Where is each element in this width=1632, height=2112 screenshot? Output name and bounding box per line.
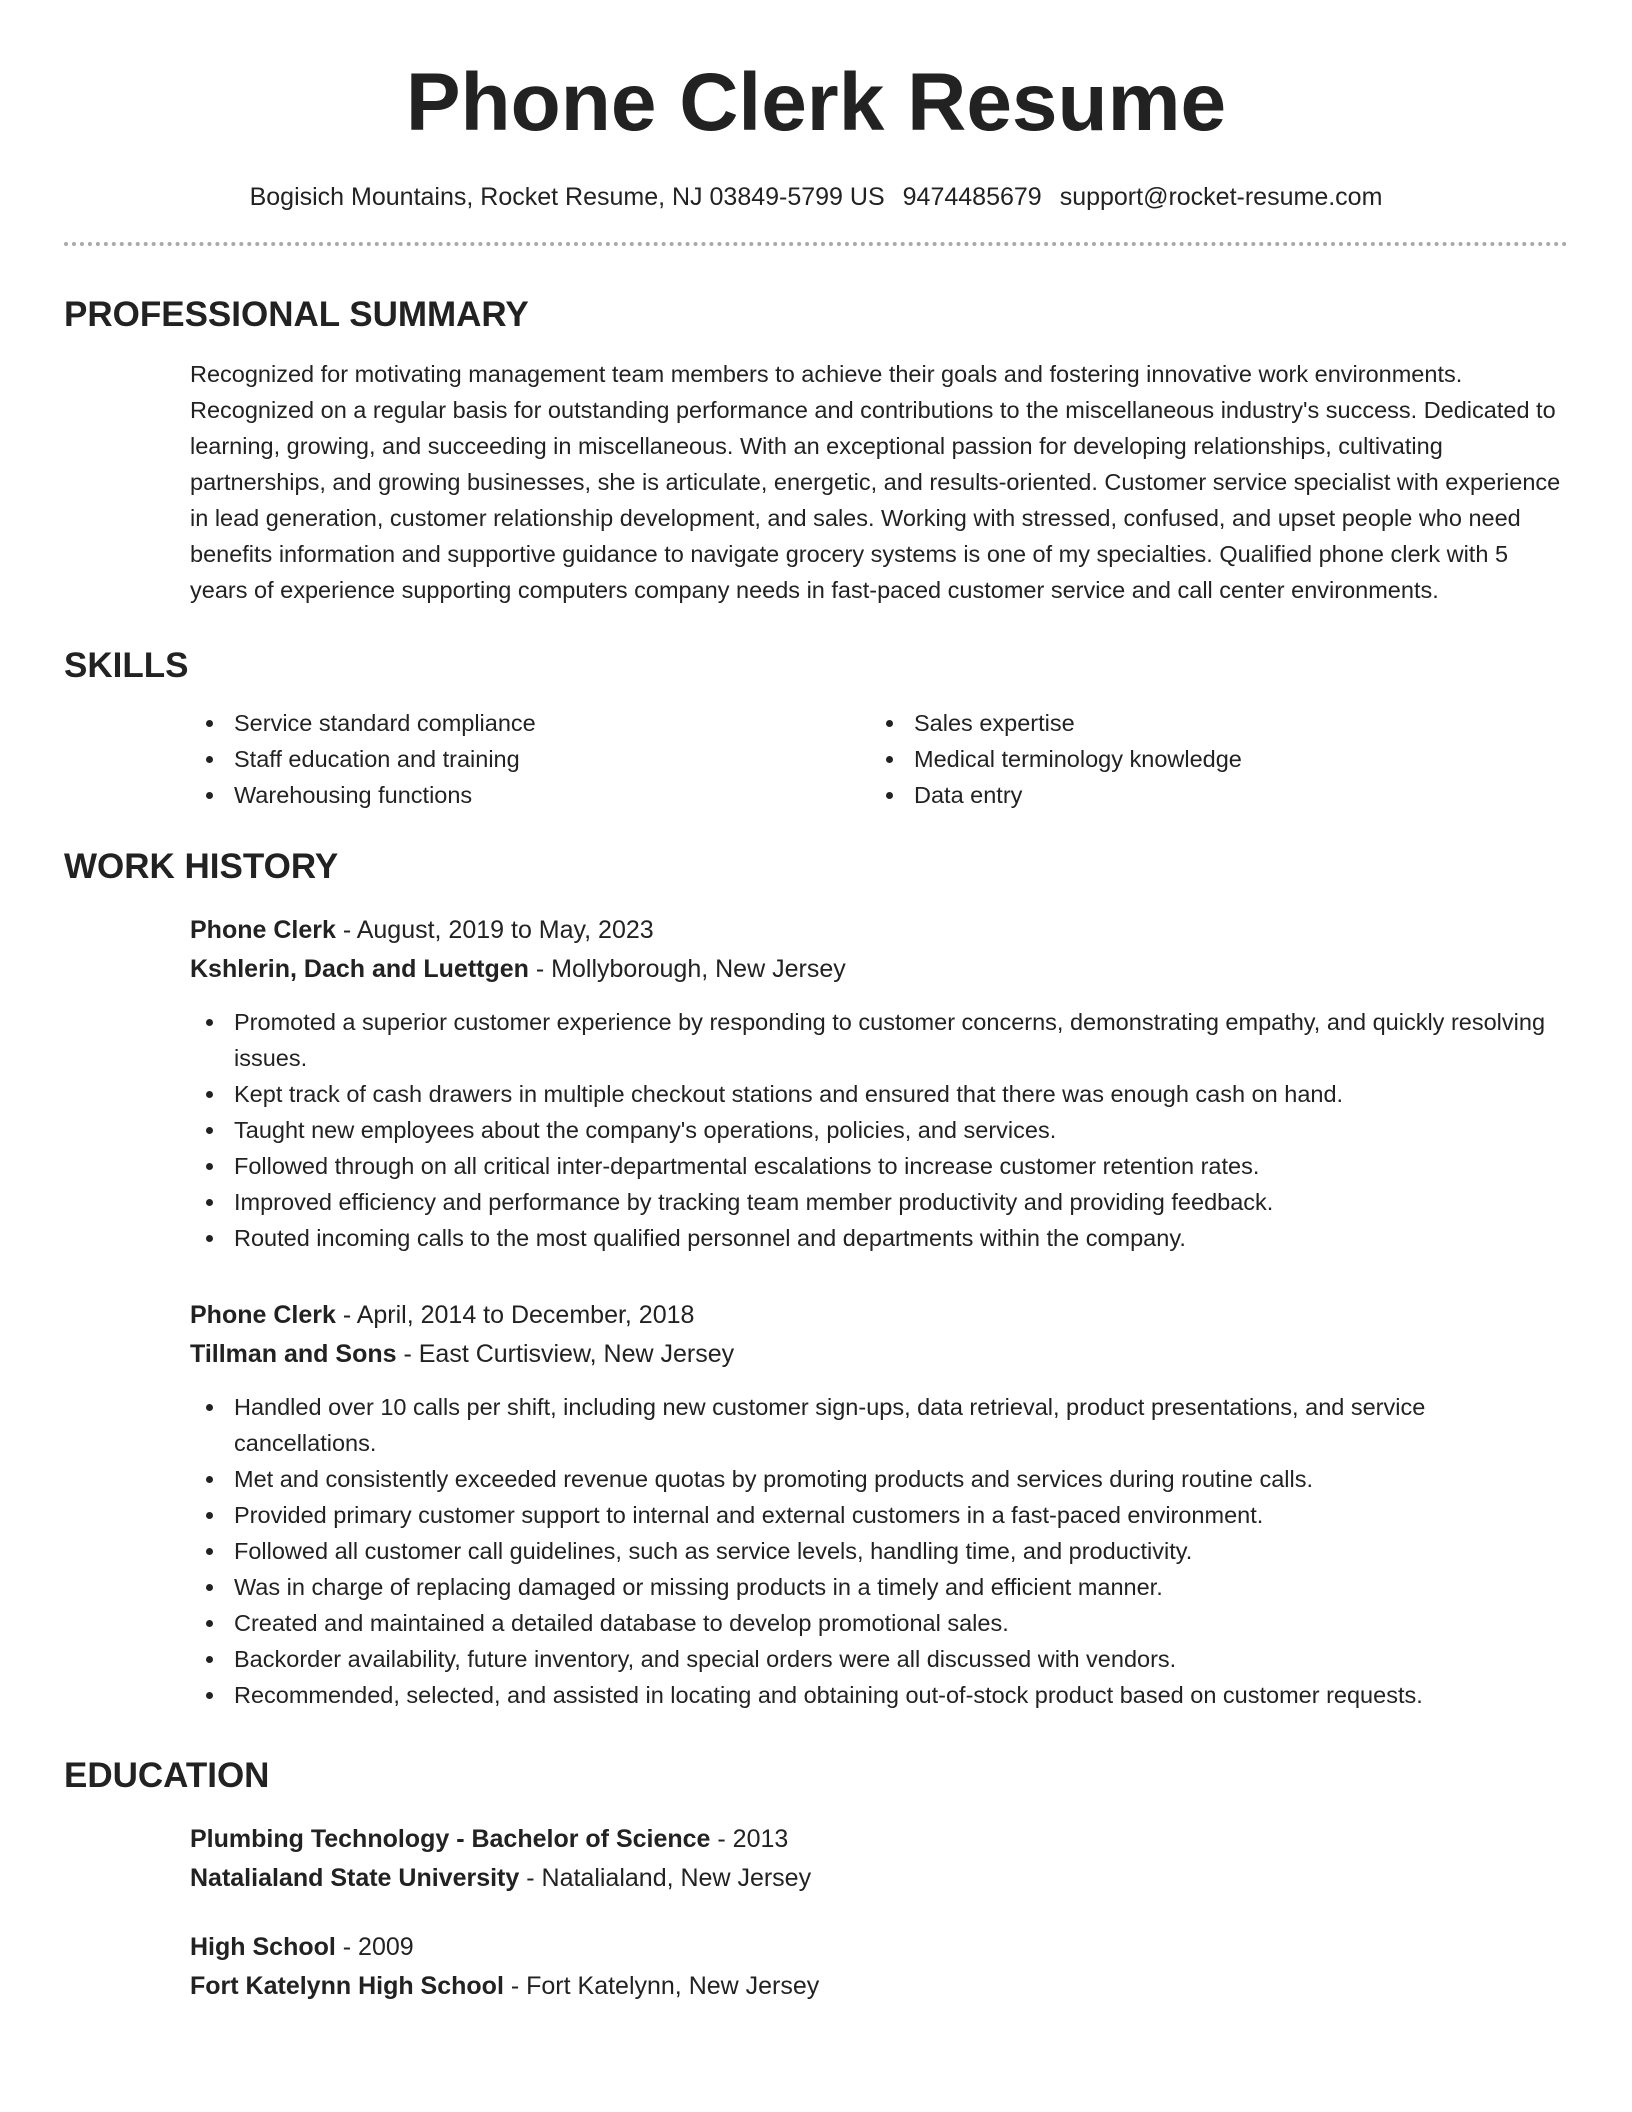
school: Natalialand State University bbox=[190, 1864, 520, 1892]
school-location: - Fort Katelynn, New Jersey bbox=[503, 1972, 820, 2000]
job-location: - Mollyborough, New Jersey bbox=[528, 955, 846, 983]
job-duties bbox=[190, 1389, 1568, 1713]
job-role: Phone Clerk bbox=[190, 916, 336, 944]
skill-item: Staff education and training bbox=[190, 741, 870, 777]
degree-line bbox=[190, 1820, 1568, 1859]
duty-item: Backorder availability, future inventory, and special orders were all discussed with vendors. bbox=[190, 1641, 1568, 1677]
duty-item: Met and consistently exceeded revenue quotas by promoting products and services during routine calls. bbox=[190, 1461, 1568, 1497]
duty-item: Improved efficiency and performance by tracking team member productivity and providing feedback. bbox=[190, 1184, 1568, 1220]
job-company: Tillman and Sons bbox=[190, 1340, 397, 1368]
job-company-line bbox=[190, 1335, 1568, 1374]
skill-item: Warehousing functions bbox=[190, 777, 870, 813]
skills-column-right bbox=[870, 705, 1550, 813]
degree: High School bbox=[190, 1933, 336, 1961]
duty-item: Taught new employees about the company's operations, policies, and services. bbox=[190, 1112, 1568, 1148]
school-line bbox=[190, 1859, 1568, 1898]
contact-phone: 9474485679 bbox=[902, 183, 1042, 211]
skills-column-left bbox=[190, 705, 870, 813]
job-title-line bbox=[190, 1296, 1568, 1335]
skills-heading: SKILLS bbox=[64, 646, 189, 685]
school: Fort Katelynn High School bbox=[190, 1972, 504, 2000]
job-dates: - April, 2014 to December, 2018 bbox=[335, 1301, 695, 1329]
work-history-heading: WORK HISTORY bbox=[64, 847, 339, 886]
duty-item: Promoted a superior customer experience by responding to customer concerns, demonstrating empathy, and quickly resolving issues. bbox=[190, 1004, 1568, 1076]
duty-item: Routed incoming calls to the most qualified personnel and departments within the company. bbox=[190, 1220, 1568, 1256]
resume-title: Phone Clerk Resume bbox=[405, 57, 1227, 148]
job-dates: - August, 2019 to May, 2023 bbox=[335, 916, 654, 944]
job-entry-2 bbox=[64, 1296, 1568, 1713]
summary-text: Recognized for motivating management team members to achieve their goals and fostering innovative work environments. Recognized on a regular basis for outstanding performance and contributions to the miscellaneous industry's success. Dedicated to learning, growing, and succeeding in miscellaneous. With an exceptional passion for developing relationships, cultivating partnerships, and growing businesses, she is articulate, energetic, and results-oriented. Customer service specialist with experience in lead generation, customer relationship development, and sales. Working with stressed, confused, and upset people who need benefits information and supportive guidance to navigate grocery systems is one of my specialties. Qualified phone clerk with 5 years of experience supporting computers company needs in fast-paced customer service and call center environments. bbox=[190, 361, 1561, 603]
job-location: - East Curtisview, New Jersey bbox=[396, 1340, 735, 1368]
summary-heading: PROFESSIONAL SUMMARY bbox=[64, 295, 529, 334]
job-company: Kshlerin, Dach and Luettgen bbox=[190, 955, 529, 983]
skill-item: Sales expertise bbox=[870, 705, 1550, 741]
duty-item: Followed through on all critical inter-departmental escalations to increase customer retention rates. bbox=[190, 1148, 1568, 1184]
education-entry-2 bbox=[64, 1928, 1568, 2006]
duty-item: Followed all customer call guidelines, such as service levels, handling time, and productivity. bbox=[190, 1533, 1568, 1569]
degree-year: - 2009 bbox=[335, 1933, 414, 1961]
degree-line bbox=[190, 1928, 1568, 1967]
contact-email: support@rocket-resume.com bbox=[1059, 183, 1383, 211]
duty-item: Handled over 10 calls per shift, including new customer sign-ups, data retrieval, product presentations, and service cancellations. bbox=[190, 1389, 1568, 1461]
duty-item: Kept track of cash drawers in multiple checkout stations and ensured that there was enough cash on hand. bbox=[190, 1076, 1568, 1112]
job-title-line bbox=[190, 911, 1568, 950]
skills-list bbox=[64, 705, 1568, 813]
duty-item: Was in charge of replacing damaged or missing products in a timely and efficient manner. bbox=[190, 1569, 1568, 1605]
education-heading: EDUCATION bbox=[64, 1756, 270, 1795]
contact-address: Bogisich Mountains, Rocket Resume, NJ 03849-5799 US bbox=[249, 183, 885, 211]
school-location: - Natalialand, New Jersey bbox=[519, 1864, 812, 1892]
duty-item: Provided primary customer support to internal and external customers in a fast-paced environment. bbox=[190, 1497, 1568, 1533]
duty-item: Created and maintained a detailed database to develop promotional sales. bbox=[190, 1605, 1568, 1641]
contact-line bbox=[64, 182, 1568, 212]
job-duties bbox=[190, 1004, 1568, 1256]
header-divider bbox=[64, 242, 1568, 246]
job-role: Phone Clerk bbox=[190, 1301, 336, 1329]
skill-item: Data entry bbox=[870, 777, 1550, 813]
duty-item: Recommended, selected, and assisted in locating and obtaining out-of-stock product based on customer requests. bbox=[190, 1677, 1568, 1713]
education-entry-1 bbox=[64, 1820, 1568, 1898]
skill-item: Service standard compliance bbox=[190, 705, 870, 741]
job-entry-1 bbox=[64, 911, 1568, 1256]
degree-year: - 2013 bbox=[710, 1825, 789, 1853]
skill-item: Medical terminology knowledge bbox=[870, 741, 1550, 777]
job-company-line bbox=[190, 950, 1568, 989]
school-line bbox=[190, 1967, 1568, 2006]
degree: Plumbing Technology - Bachelor of Science bbox=[190, 1825, 711, 1853]
